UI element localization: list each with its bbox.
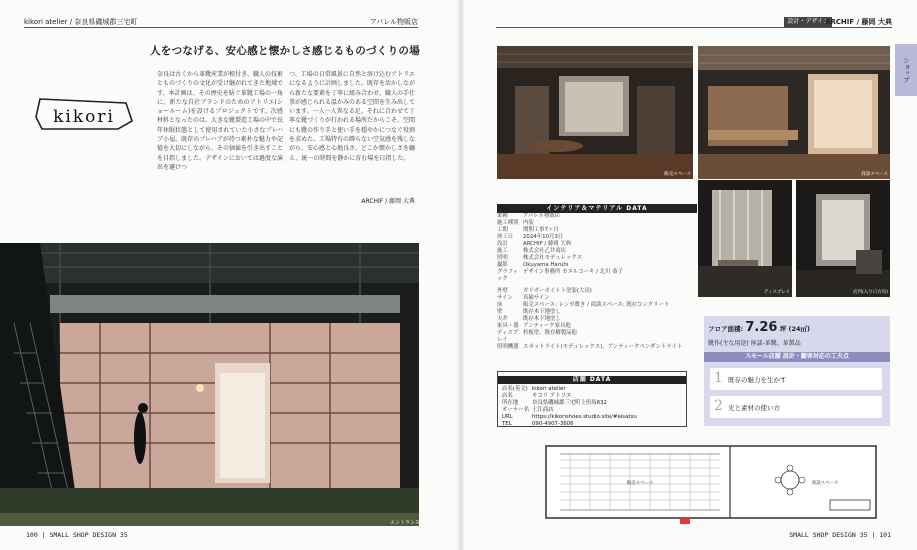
data-row-key: TEL — [502, 421, 512, 427]
floor-area-value: 7.26 — [745, 320, 778, 335]
data-row — [497, 302, 697, 309]
design-point-2 — [710, 396, 882, 418]
data-row-value: Okuyama Haruhi — [523, 262, 569, 268]
data-row-value: 2024年10月3日 — [523, 234, 564, 240]
data-row — [497, 255, 697, 262]
data-row-value: 既存木下地塗し — [523, 316, 561, 322]
floor-area-usage: 靴作(主な用途) 座談-革靴、革製品 — [708, 340, 801, 347]
data-row — [497, 248, 697, 255]
page-gutter — [457, 0, 465, 550]
kikori-logo — [32, 95, 136, 135]
data-row-key: グラフィック — [497, 269, 519, 282]
data-row — [502, 393, 682, 400]
author-credit: ARCHIF / 藤岡 大典 — [361, 198, 415, 205]
data-row — [497, 234, 697, 241]
data-row — [497, 295, 697, 302]
point-number: 1 — [714, 370, 723, 386]
photo-caption: ディスプレイ — [763, 290, 790, 295]
display-photo — [698, 180, 792, 297]
data-row — [497, 241, 697, 248]
header-designer: ARCHIF / 藤岡 大典 — [824, 18, 892, 26]
data-row-key: 天井 — [497, 316, 508, 322]
data-row — [497, 288, 697, 295]
svg-text:販売スペース: 販売スペース — [626, 481, 654, 486]
entrance-photo-caption: エントランス — [390, 520, 420, 526]
data-row-value: 株式会社乙井商店 — [523, 248, 567, 254]
data-row-key: 所在地 — [502, 400, 519, 406]
point-number: 2 — [714, 398, 723, 414]
photo-caption: 店内(入り口方向) — [852, 290, 888, 295]
data-row-value: スポットライト(モデュレックス)、アンティークペンダントライト — [523, 344, 683, 350]
data-row-value: ガリガーボイトト塗装(大田) — [523, 288, 592, 294]
data-row-value: 株式会社モデュレックス — [523, 255, 583, 261]
data-row-key: 撮影 — [497, 262, 508, 268]
point-text: 光と素材の使い方 — [728, 404, 780, 412]
design-points-strip: スモール店舗 設計・顧客対応の工夫点 — [704, 352, 890, 362]
data-row — [497, 262, 697, 269]
body-text-column-2: つ、工場の日常風景に自然と溶け込むアトリエになるように計画しました。既存を活かしながら新たな要素を丁寧に組み合わせ、職人の手仕事が感じられる温かみのある空間を生み出しています。一人一人異なる足。それに合わせて丁寧な靴づくりが行われる場所だからこそ、空間にも靴の作り手と使い手を穏やかにつなぐ役割を求めた。工場特有の飾らない空気感を残しながら、安心感と心地良さ、どこか懐かしさを纏え、統一の時間を静かに育む場を目指した。 — [289, 71, 416, 162]
data-row-key: 工期 — [497, 227, 508, 233]
left-page-header — [24, 16, 418, 28]
data-row-key: 施工種別 — [497, 220, 519, 226]
floor-plan — [540, 440, 882, 526]
side-tab-shop: ショップ — [895, 44, 917, 96]
material-data-list — [497, 288, 697, 351]
data-row — [497, 220, 697, 227]
data-row-value: アパレル物販店 — [523, 213, 561, 219]
point-text: 既存の魅力を生かす — [728, 376, 787, 384]
data-row-key: サイン — [497, 295, 513, 301]
data-row-value: アンティーク家具他 — [523, 323, 571, 329]
floor-area-panel — [704, 316, 890, 426]
interior-data-list — [497, 213, 697, 283]
data-row — [497, 309, 697, 316]
data-row-value: 販売スペース: レンガ敷き / 商談スペース: 既存コンクリート — [523, 302, 670, 308]
svg-text:商談スペース: 商談スペース — [811, 481, 839, 486]
data-row-key: 照明機器 — [497, 344, 519, 350]
data-row — [497, 316, 697, 323]
data-row-value: kikori atelier — [532, 386, 566, 392]
interior-data-title: インテリア＆マテリアル DATA — [497, 204, 697, 213]
photo-caption: 販売スペース — [664, 172, 691, 177]
left-page-folio: 100 | SMALL SHOP DESIGN 35 — [26, 531, 128, 539]
shop-data-box — [497, 371, 687, 427]
article-headline: 人をつなげる、安心感と懐かしさ感じるものづくりの場 — [150, 45, 420, 57]
design-point-1 — [710, 368, 882, 390]
right-page-folio: SMALL SHOP DESIGN 35 | 101 — [789, 531, 891, 539]
data-row — [497, 330, 697, 344]
interior-entrance-photo — [796, 180, 890, 297]
data-row-key: 家具・器 — [497, 323, 519, 329]
data-row-key: オーナー名 — [502, 407, 529, 413]
data-row-key: ディスプレイ — [497, 330, 519, 343]
data-row-key: 施工 — [497, 248, 508, 254]
data-row-key: 竣工日 — [497, 234, 514, 240]
photo-caption: 商談スペース — [861, 172, 888, 177]
right-page-header — [496, 16, 892, 28]
data-row — [502, 400, 682, 407]
header-shop-location: kikori atelier / 奈良県磯城郡三宅町 — [24, 18, 138, 26]
header-category: アパレル物販店 — [369, 18, 418, 26]
entrance-photo — [0, 243, 419, 526]
data-row-key: URL — [502, 414, 513, 420]
data-row-value: 既存木下地塗し — [523, 309, 561, 315]
data-row — [497, 323, 697, 330]
data-row-value: 期期工事7ヶ月 — [523, 227, 559, 233]
data-row — [502, 386, 682, 393]
svg-text:kikori: kikori — [53, 107, 115, 127]
data-row-key: 床 — [497, 302, 503, 308]
data-row — [502, 407, 682, 414]
design-tag: 設計・デザイン — [784, 17, 832, 27]
data-row — [497, 344, 697, 351]
floor-area-line — [708, 320, 810, 335]
data-row — [502, 414, 682, 421]
floor-area-label: フロア面積: — [708, 325, 744, 333]
data-row-value: 090-4907-3606 — [532, 421, 574, 427]
body-text-column-1: 奈良は古くから革靴産業が根付き、職人の技術とものづくりの文化が受け継がれてきた地域です。本計画は、その歴史を紡ぐ革靴工場の一角に、新たな自社ブランドのためのアトリエ(ショールーム)を設けるプロジェクトです。次感材料となったのは、大きな靴製造工場の中で長年休眠状態として使用されていた小さなプレハブ小屋。既存のプレハブが持つ素朴な魅力や記憶を大切にしながら、その価値を引き出すことを目指しました。デザインにおいては過度な演出を避けつ — [157, 71, 284, 171]
data-row-value: 内装 — [523, 220, 534, 226]
data-row — [497, 213, 697, 220]
data-row-key: 外壁 — [497, 288, 508, 294]
data-row-value: 奈良県磯城郡三宅町上但馬632 — [532, 400, 607, 406]
data-row-value: https://kikorishoes.studio.site/#aisatsu — [532, 414, 637, 420]
data-row-value: キコリ アトリエ — [532, 393, 572, 399]
floor-area-unit: 坪 (24㎡) — [779, 325, 810, 333]
data-row-value: ARCHIF / 藤岡 大典 — [523, 241, 572, 247]
data-row-key: 照明 — [497, 255, 508, 261]
data-row-key: 店名 — [502, 393, 513, 399]
data-row — [502, 421, 682, 428]
data-row-value: 真鍮サイン — [523, 295, 550, 301]
data-row-key: 業種 — [497, 213, 508, 219]
data-row-key: 設計 — [497, 241, 508, 247]
meeting-space-photo — [698, 46, 890, 179]
interior-material-data — [497, 204, 697, 351]
data-row-value: 土江商店 — [532, 407, 554, 413]
data-row-key: 壁 — [497, 309, 503, 315]
data-row-value: 杉板塗、既存樹製品他 — [523, 330, 577, 336]
shop-data-title: 店舗 DATA — [498, 376, 686, 384]
data-row-value: デザイン事務所 カエルコーキ / 北川 恭子 — [523, 269, 623, 275]
data-row-key: 店名(英文) — [502, 386, 528, 392]
data-row — [497, 269, 697, 283]
data-row — [497, 227, 697, 234]
shop-data-list — [502, 386, 682, 428]
sales-space-photo — [497, 46, 693, 179]
